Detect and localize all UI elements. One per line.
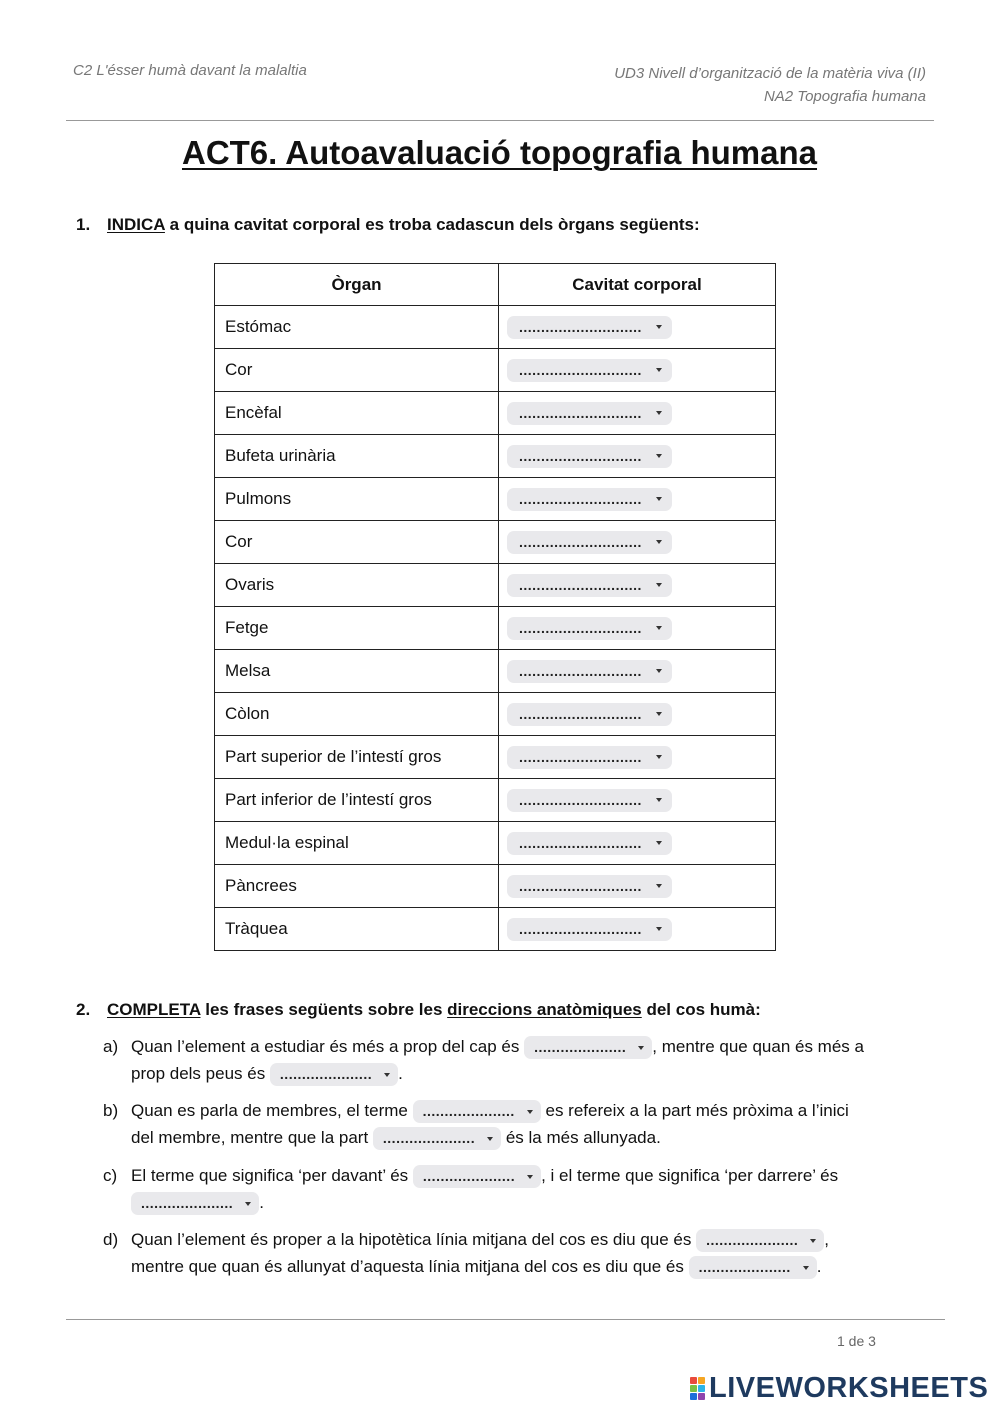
liveworksheets-logo-icon — [690, 1377, 705, 1400]
cavity-cell — [499, 349, 776, 392]
organs-table — [214, 263, 776, 951]
organ-name: Part superior de l’intestí gros — [215, 736, 499, 779]
cavity-cell — [499, 650, 776, 693]
sentence-d-dropdown-1[interactable] — [696, 1229, 824, 1252]
header-unit-line2: NA2 Topografia humana — [763, 88, 926, 105]
organ-name: Bufeta urinària — [215, 435, 499, 478]
sentence-b-text-3: del membre, mentre que la part — [131, 1128, 373, 1147]
column-header-organ: Òrgan — [215, 264, 499, 306]
dropdown-placeholder: ............................ — [519, 448, 642, 464]
sentence-d-text-3: mentre que quan és allunyat d’aquesta línia mitjana del cos es diu que és — [131, 1257, 689, 1276]
dropdown-placeholder: ..................... — [382, 1130, 476, 1147]
sentence-d-dropdown-2[interactable] — [689, 1256, 817, 1279]
sentence-c-label: c) — [103, 1166, 118, 1185]
organ-name: Medul·la espinal — [215, 822, 499, 865]
chevron-down-icon — [656, 583, 662, 587]
organ-name: Encèfal — [215, 392, 499, 435]
table-row — [215, 306, 776, 349]
sentence-d-text-4: . — [816, 1257, 822, 1276]
cavity-cell — [499, 607, 776, 650]
cavity-cell — [499, 779, 776, 822]
sentence-a — [103, 1033, 933, 1087]
header-unit-line1: UD3 Nivell d’organització de la matèria viva (II) — [614, 65, 926, 82]
cavity-cell — [499, 306, 776, 349]
sentence-c-text-1: El terme que significa ‘per davant’ és — [131, 1166, 413, 1185]
chevron-down-icon — [656, 540, 662, 544]
chevron-down-icon — [527, 1110, 533, 1114]
chevron-down-icon — [384, 1073, 390, 1077]
sentence-c-dropdown-1[interactable] — [413, 1165, 541, 1188]
organ-name: Cor — [215, 521, 499, 564]
table-row — [215, 607, 776, 650]
sentence-a-text-2: , mentre que quan és més a — [652, 1037, 864, 1056]
logo-square — [698, 1385, 705, 1392]
cavity-cell — [499, 392, 776, 435]
question-2-text-end: del cos humà: — [641, 1000, 761, 1019]
dropdown-placeholder: ............................ — [519, 835, 642, 851]
question-2 — [76, 1000, 761, 1020]
chevron-down-icon — [656, 325, 662, 329]
chevron-down-icon — [656, 798, 662, 802]
cavity-dropdown[interactable] — [507, 316, 672, 339]
cavity-cell — [499, 908, 776, 951]
table-row — [215, 478, 776, 521]
chevron-down-icon — [527, 1175, 533, 1179]
sentence-b-text-1: Quan es parla de membres, el terme — [131, 1101, 413, 1120]
table-row — [215, 865, 776, 908]
chevron-down-icon — [656, 712, 662, 716]
cavity-cell — [499, 822, 776, 865]
cavity-cell — [499, 564, 776, 607]
sentence-a-dropdown-2[interactable] — [270, 1063, 398, 1086]
table-row — [215, 435, 776, 478]
dropdown-placeholder: ............................ — [519, 620, 642, 636]
table-row — [215, 650, 776, 693]
header-unit — [614, 62, 926, 108]
chevron-down-icon — [656, 927, 662, 931]
question-1 — [76, 215, 700, 235]
dropdown-placeholder: ............................ — [519, 792, 642, 808]
sentence-c-text-2: , i el terme que significa ‘per darrere’ és — [541, 1166, 839, 1185]
question-2-number: 2. — [76, 1000, 91, 1019]
dropdown-placeholder: ............................ — [519, 577, 642, 593]
table-row — [215, 822, 776, 865]
logo-square — [690, 1377, 697, 1384]
question-1-number: 1. — [76, 215, 91, 234]
organ-name: Pàncrees — [215, 865, 499, 908]
organ-name: Part inferior de l’intestí gros — [215, 779, 499, 822]
chevron-down-icon — [656, 368, 662, 372]
question-2-keyword: COMPLETA — [107, 1000, 201, 1019]
cavity-dropdown[interactable] — [507, 918, 672, 941]
sentence-a-text-3: prop dels peus és — [131, 1064, 270, 1083]
organ-name: Melsa — [215, 650, 499, 693]
cavity-cell — [499, 865, 776, 908]
dropdown-placeholder: ..................... — [534, 1039, 627, 1056]
sentence-d-text-1: Quan l’element és proper a la hipotètica línia mitjana del cos es diu que és — [131, 1230, 697, 1249]
dropdown-placeholder: ............................ — [519, 749, 642, 765]
dropdown-placeholder: ..................... — [698, 1259, 791, 1276]
chevron-down-icon — [638, 1046, 644, 1050]
header-course: C2 L'ésser humà davant la malaltia — [73, 62, 307, 79]
cavity-cell — [499, 736, 776, 779]
organ-name: Tràquea — [215, 908, 499, 951]
logo-square — [690, 1393, 697, 1400]
chevron-down-icon — [245, 1202, 251, 1206]
chevron-down-icon — [656, 669, 662, 673]
footer-divider — [66, 1319, 945, 1320]
chevron-down-icon — [656, 884, 662, 888]
sentence-c — [103, 1162, 933, 1216]
cavity-dropdown[interactable] — [507, 617, 672, 640]
table-row — [215, 521, 776, 564]
logo-square — [698, 1393, 705, 1400]
chevron-down-icon — [487, 1137, 493, 1141]
sentence-a-dropdown-1[interactable] — [524, 1036, 652, 1059]
cavity-dropdown[interactable] — [507, 875, 672, 898]
table-row — [215, 392, 776, 435]
table-row — [215, 564, 776, 607]
chevron-down-icon — [803, 1266, 809, 1270]
sentence-b-text-4: és la més allunyada. — [501, 1128, 661, 1147]
dropdown-placeholder: ............................ — [519, 878, 642, 894]
sentence-a-label: a) — [103, 1037, 119, 1056]
organ-name: Còlon — [215, 693, 499, 736]
chevron-down-icon — [656, 626, 662, 630]
question-1-text: a quina cavitat corporal es troba cadascun dels òrgans següents: — [164, 215, 700, 234]
cavity-dropdown[interactable] — [507, 488, 672, 511]
column-header-cavity: Cavitat corporal — [499, 264, 776, 306]
sentence-b-label: b) — [103, 1101, 119, 1120]
dropdown-placeholder: ..................... — [422, 1168, 516, 1185]
page-number: 1 de 3 — [837, 1333, 876, 1349]
chevron-down-icon — [810, 1239, 816, 1243]
dropdown-placeholder: ............................ — [519, 706, 642, 722]
dropdown-placeholder: ..................... — [279, 1066, 373, 1083]
chevron-down-icon — [656, 411, 662, 415]
organ-name: Ovaris — [215, 564, 499, 607]
cavity-cell — [499, 521, 776, 564]
dropdown-placeholder: ..................... — [706, 1232, 799, 1249]
organ-name: Pulmons — [215, 478, 499, 521]
cavity-dropdown[interactable] — [507, 832, 672, 855]
cavity-cell — [499, 478, 776, 521]
sentence-a-text-1: Quan l’element a estudiar és més a prop del cap és — [131, 1037, 525, 1056]
question-1-keyword: INDICA — [107, 215, 165, 234]
sentence-b — [103, 1097, 933, 1151]
dropdown-placeholder: ............................ — [519, 491, 642, 507]
chevron-down-icon — [656, 841, 662, 845]
brand-name: LIVEWORKSHEETS — [709, 1372, 989, 1404]
sentence-d — [103, 1226, 933, 1280]
sentence-d-label: d) — [103, 1230, 119, 1249]
dropdown-placeholder: ..................... — [422, 1103, 515, 1120]
cavity-dropdown[interactable] — [507, 531, 672, 554]
sentence-b-text-2: es refereix a la part més pròxima a l’inici — [540, 1101, 849, 1120]
dropdown-placeholder: ............................ — [519, 534, 642, 550]
cavity-dropdown[interactable] — [507, 402, 672, 425]
cavity-dropdown[interactable] — [507, 574, 672, 597]
logo-square — [698, 1377, 705, 1384]
table-row — [215, 779, 776, 822]
question-2-keyword-2: direccions anatòmiques — [447, 1000, 642, 1019]
sentence-b-dropdown-1[interactable] — [413, 1100, 541, 1123]
dropdown-placeholder: ..................... — [141, 1195, 234, 1212]
sentence-c-dropdown-2[interactable] — [131, 1192, 259, 1215]
table-header-row — [215, 264, 776, 306]
table-row — [215, 693, 776, 736]
page-title: ACT6. Autoavaluació topografia humana — [181, 134, 818, 171]
sentence-d-text-2: , — [824, 1230, 830, 1249]
dropdown-placeholder: ............................ — [519, 319, 642, 335]
sentence-a-text-4: . — [398, 1064, 403, 1083]
sentence-c-text-4: . — [259, 1193, 264, 1212]
liveworksheets-brand[interactable] — [690, 1372, 988, 1405]
table-row — [215, 349, 776, 392]
chevron-down-icon — [656, 497, 662, 501]
dropdown-placeholder: ............................ — [519, 921, 642, 937]
header-divider — [66, 120, 934, 121]
cavity-cell — [499, 693, 776, 736]
organ-name: Fetge — [215, 607, 499, 650]
question-2-text-mid: les frases següents sobre les — [200, 1000, 448, 1019]
cavity-dropdown[interactable] — [507, 359, 672, 382]
cavity-dropdown[interactable] — [507, 789, 672, 812]
sentence-b-dropdown-2[interactable] — [373, 1127, 501, 1150]
table-row — [215, 908, 776, 951]
organ-name: Cor — [215, 349, 499, 392]
dropdown-placeholder: ............................ — [519, 663, 642, 679]
cavity-dropdown[interactable] — [507, 703, 672, 726]
dropdown-placeholder: ............................ — [519, 362, 642, 378]
chevron-down-icon — [656, 755, 662, 759]
cavity-dropdown[interactable] — [507, 445, 672, 468]
cavity-dropdown[interactable] — [507, 746, 672, 769]
chevron-down-icon — [656, 454, 662, 458]
logo-square — [690, 1385, 697, 1392]
table-row — [215, 736, 776, 779]
cavity-dropdown[interactable] — [507, 660, 672, 683]
organ-name: Estómac — [215, 306, 499, 349]
cavity-cell — [499, 435, 776, 478]
dropdown-placeholder: ............................ — [519, 405, 642, 421]
